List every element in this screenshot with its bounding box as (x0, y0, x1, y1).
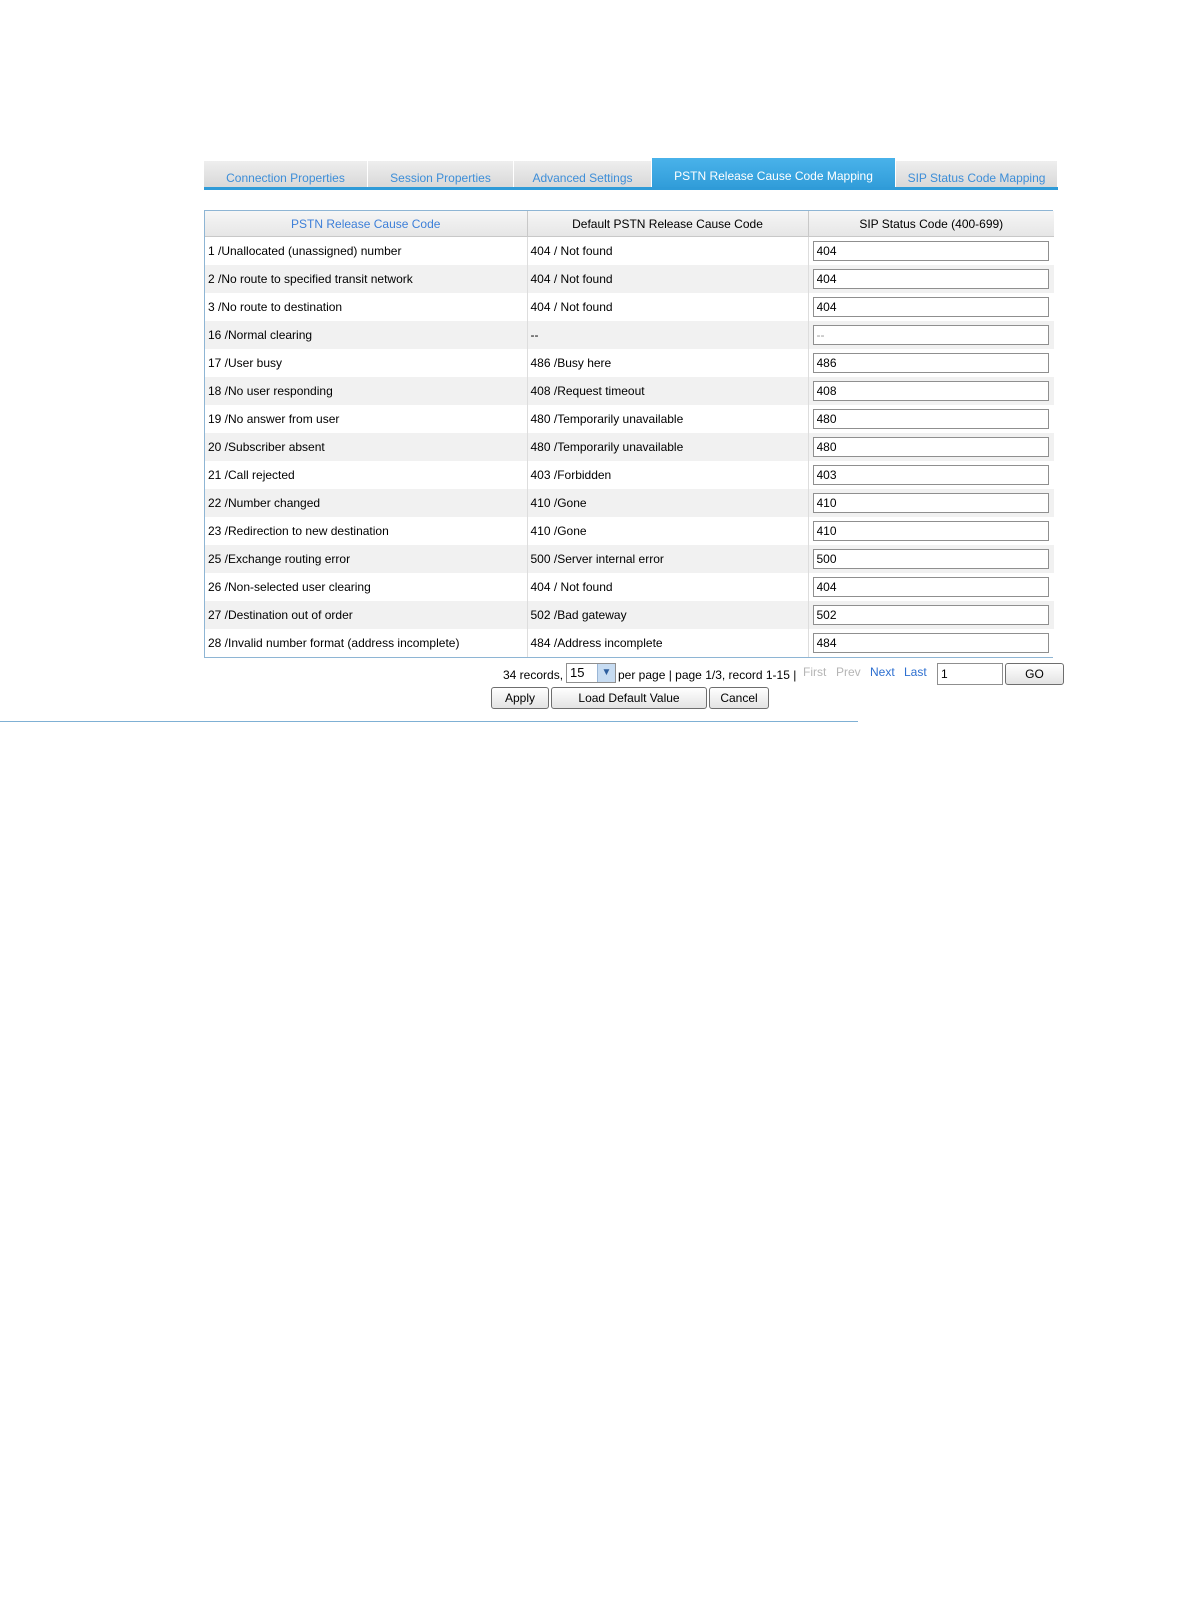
sip-status-input[interactable] (813, 521, 1049, 541)
cancel-button[interactable]: Cancel (709, 687, 769, 709)
sip-status-input[interactable] (813, 493, 1049, 513)
sip-status-cell (808, 573, 1054, 601)
default-cause-cell: 410 /Gone (527, 489, 808, 517)
table-row (205, 461, 1054, 489)
pstn-mapping-panel (204, 158, 1058, 710)
sip-status-cell (808, 349, 1054, 377)
tab-bar (204, 158, 1058, 190)
sip-status-cell (808, 629, 1054, 657)
tab-pstn-release-cause-code-mapping[interactable]: PSTN Release Cause Code Mapping (652, 158, 896, 190)
sip-status-input[interactable] (813, 353, 1049, 373)
prev-page-link: Prev (836, 665, 861, 679)
column-header-sip-status: SIP Status Code (400-699) (808, 211, 1054, 237)
default-cause-cell: 410 /Gone (527, 517, 808, 545)
sip-status-input[interactable] (813, 605, 1049, 625)
table-row (205, 321, 1054, 349)
per-page-select[interactable] (566, 663, 616, 683)
default-cause-cell: 403 /Forbidden (527, 461, 808, 489)
table-header-row (205, 211, 1054, 237)
sip-status-cell (808, 265, 1054, 293)
sip-status-cell (808, 237, 1054, 266)
table-row (205, 293, 1054, 321)
cause-code-cell: 2 /No route to specified transit network (205, 265, 527, 293)
cause-code-cell: 23 /Redirection to new destination (205, 517, 527, 545)
default-cause-cell: 404 / Not found (527, 293, 808, 321)
sip-status-cell (808, 377, 1054, 405)
default-cause-cell: -- (527, 321, 808, 349)
page-info: per page | page 1/3, record 1-15 | (618, 668, 797, 682)
sip-status-input[interactable] (813, 437, 1049, 457)
sip-status-input[interactable] (813, 409, 1049, 429)
default-cause-cell: 408 /Request timeout (527, 377, 808, 405)
table-row (205, 601, 1054, 629)
default-cause-cell: 502 /Bad gateway (527, 601, 808, 629)
sip-status-input[interactable] (813, 241, 1049, 261)
mapping-table-container (204, 210, 1053, 658)
sip-status-input[interactable] (813, 381, 1049, 401)
tab-connection-properties[interactable]: Connection Properties (204, 161, 368, 190)
table-row (205, 265, 1054, 293)
records-count: 34 records, (503, 668, 564, 682)
sip-status-input[interactable] (813, 297, 1049, 317)
table-row (205, 545, 1054, 573)
cause-code-cell: 17 /User busy (205, 349, 527, 377)
cause-code-cell: 16 /Normal clearing (205, 321, 527, 349)
action-bar (204, 686, 1058, 710)
table-row (205, 629, 1054, 657)
default-cause-cell: 484 /Address incomplete (527, 629, 808, 657)
sip-status-cell (808, 489, 1054, 517)
chevron-down-icon[interactable]: ▼ (597, 664, 615, 682)
cause-code-cell: 22 /Number changed (205, 489, 527, 517)
cause-code-cell: 28 /Invalid number format (address incomplete) (205, 629, 527, 657)
default-cause-cell: 404 / Not found (527, 237, 808, 266)
cause-code-cell: 18 /No user responding (205, 377, 527, 405)
tab-sip-status-code-mapping[interactable]: SIP Status Code Mapping (896, 161, 1058, 190)
table-row (205, 349, 1054, 377)
cause-code-cell: 19 /No answer from user (205, 405, 527, 433)
sip-status-cell (808, 321, 1054, 349)
table-row (205, 237, 1054, 266)
sip-status-input[interactable] (813, 465, 1049, 485)
table-row (205, 433, 1054, 461)
table-row (205, 573, 1054, 601)
sip-status-input[interactable] (813, 577, 1049, 597)
sip-status-input[interactable] (813, 633, 1049, 653)
cause-code-cell: 21 /Call rejected (205, 461, 527, 489)
column-header-default-cause: Default PSTN Release Cause Code (527, 211, 808, 237)
sip-status-cell (808, 545, 1054, 573)
mapping-table (205, 211, 1054, 657)
sip-status-cell (808, 405, 1054, 433)
sip-status-input[interactable] (813, 269, 1049, 289)
bottom-divider (0, 721, 858, 722)
apply-button[interactable]: Apply (491, 687, 549, 709)
default-cause-cell: 500 /Server internal error (527, 545, 808, 573)
table-row (205, 377, 1054, 405)
table-row (205, 405, 1054, 433)
default-cause-cell: 486 /Busy here (527, 349, 808, 377)
first-page-link: First (803, 665, 827, 679)
table-row (205, 517, 1054, 545)
cause-code-cell: 25 /Exchange routing error (205, 545, 527, 573)
cause-code-cell: 26 /Non-selected user clearing (205, 573, 527, 601)
table-row (205, 489, 1054, 517)
tab-advanced-settings[interactable]: Advanced Settings (514, 161, 652, 190)
sip-status-cell (808, 517, 1054, 545)
cause-code-cell: 1 /Unallocated (unassigned) number (205, 237, 527, 266)
sip-status-input[interactable] (813, 549, 1049, 569)
default-cause-cell: 480 /Temporarily unavailable (527, 405, 808, 433)
sip-status-cell (808, 461, 1054, 489)
default-cause-cell: 404 / Not found (527, 265, 808, 293)
sip-status-cell (808, 433, 1054, 461)
cause-code-cell: 20 /Subscriber absent (205, 433, 527, 461)
next-page-link[interactable]: Next (870, 665, 895, 679)
last-page-link[interactable]: Last (904, 665, 927, 679)
per-page-value: 15 (570, 665, 585, 680)
sip-status-cell (808, 601, 1054, 629)
pagination-bar (204, 661, 1058, 685)
load-default-value-button[interactable]: Load Default Value (551, 687, 707, 709)
go-button[interactable]: GO (1005, 663, 1064, 685)
cause-code-cell: 27 /Destination out of order (205, 601, 527, 629)
column-header-pstn-cause[interactable]: PSTN Release Cause Code (205, 211, 527, 237)
sip-status-input[interactable] (813, 325, 1049, 345)
tab-session-properties[interactable]: Session Properties (368, 161, 514, 190)
default-cause-cell: 480 /Temporarily unavailable (527, 433, 808, 461)
default-cause-cell: 404 / Not found (527, 573, 808, 601)
page-number-input[interactable] (937, 663, 1003, 685)
sip-status-cell (808, 293, 1054, 321)
cause-code-cell: 3 /No route to destination (205, 293, 527, 321)
